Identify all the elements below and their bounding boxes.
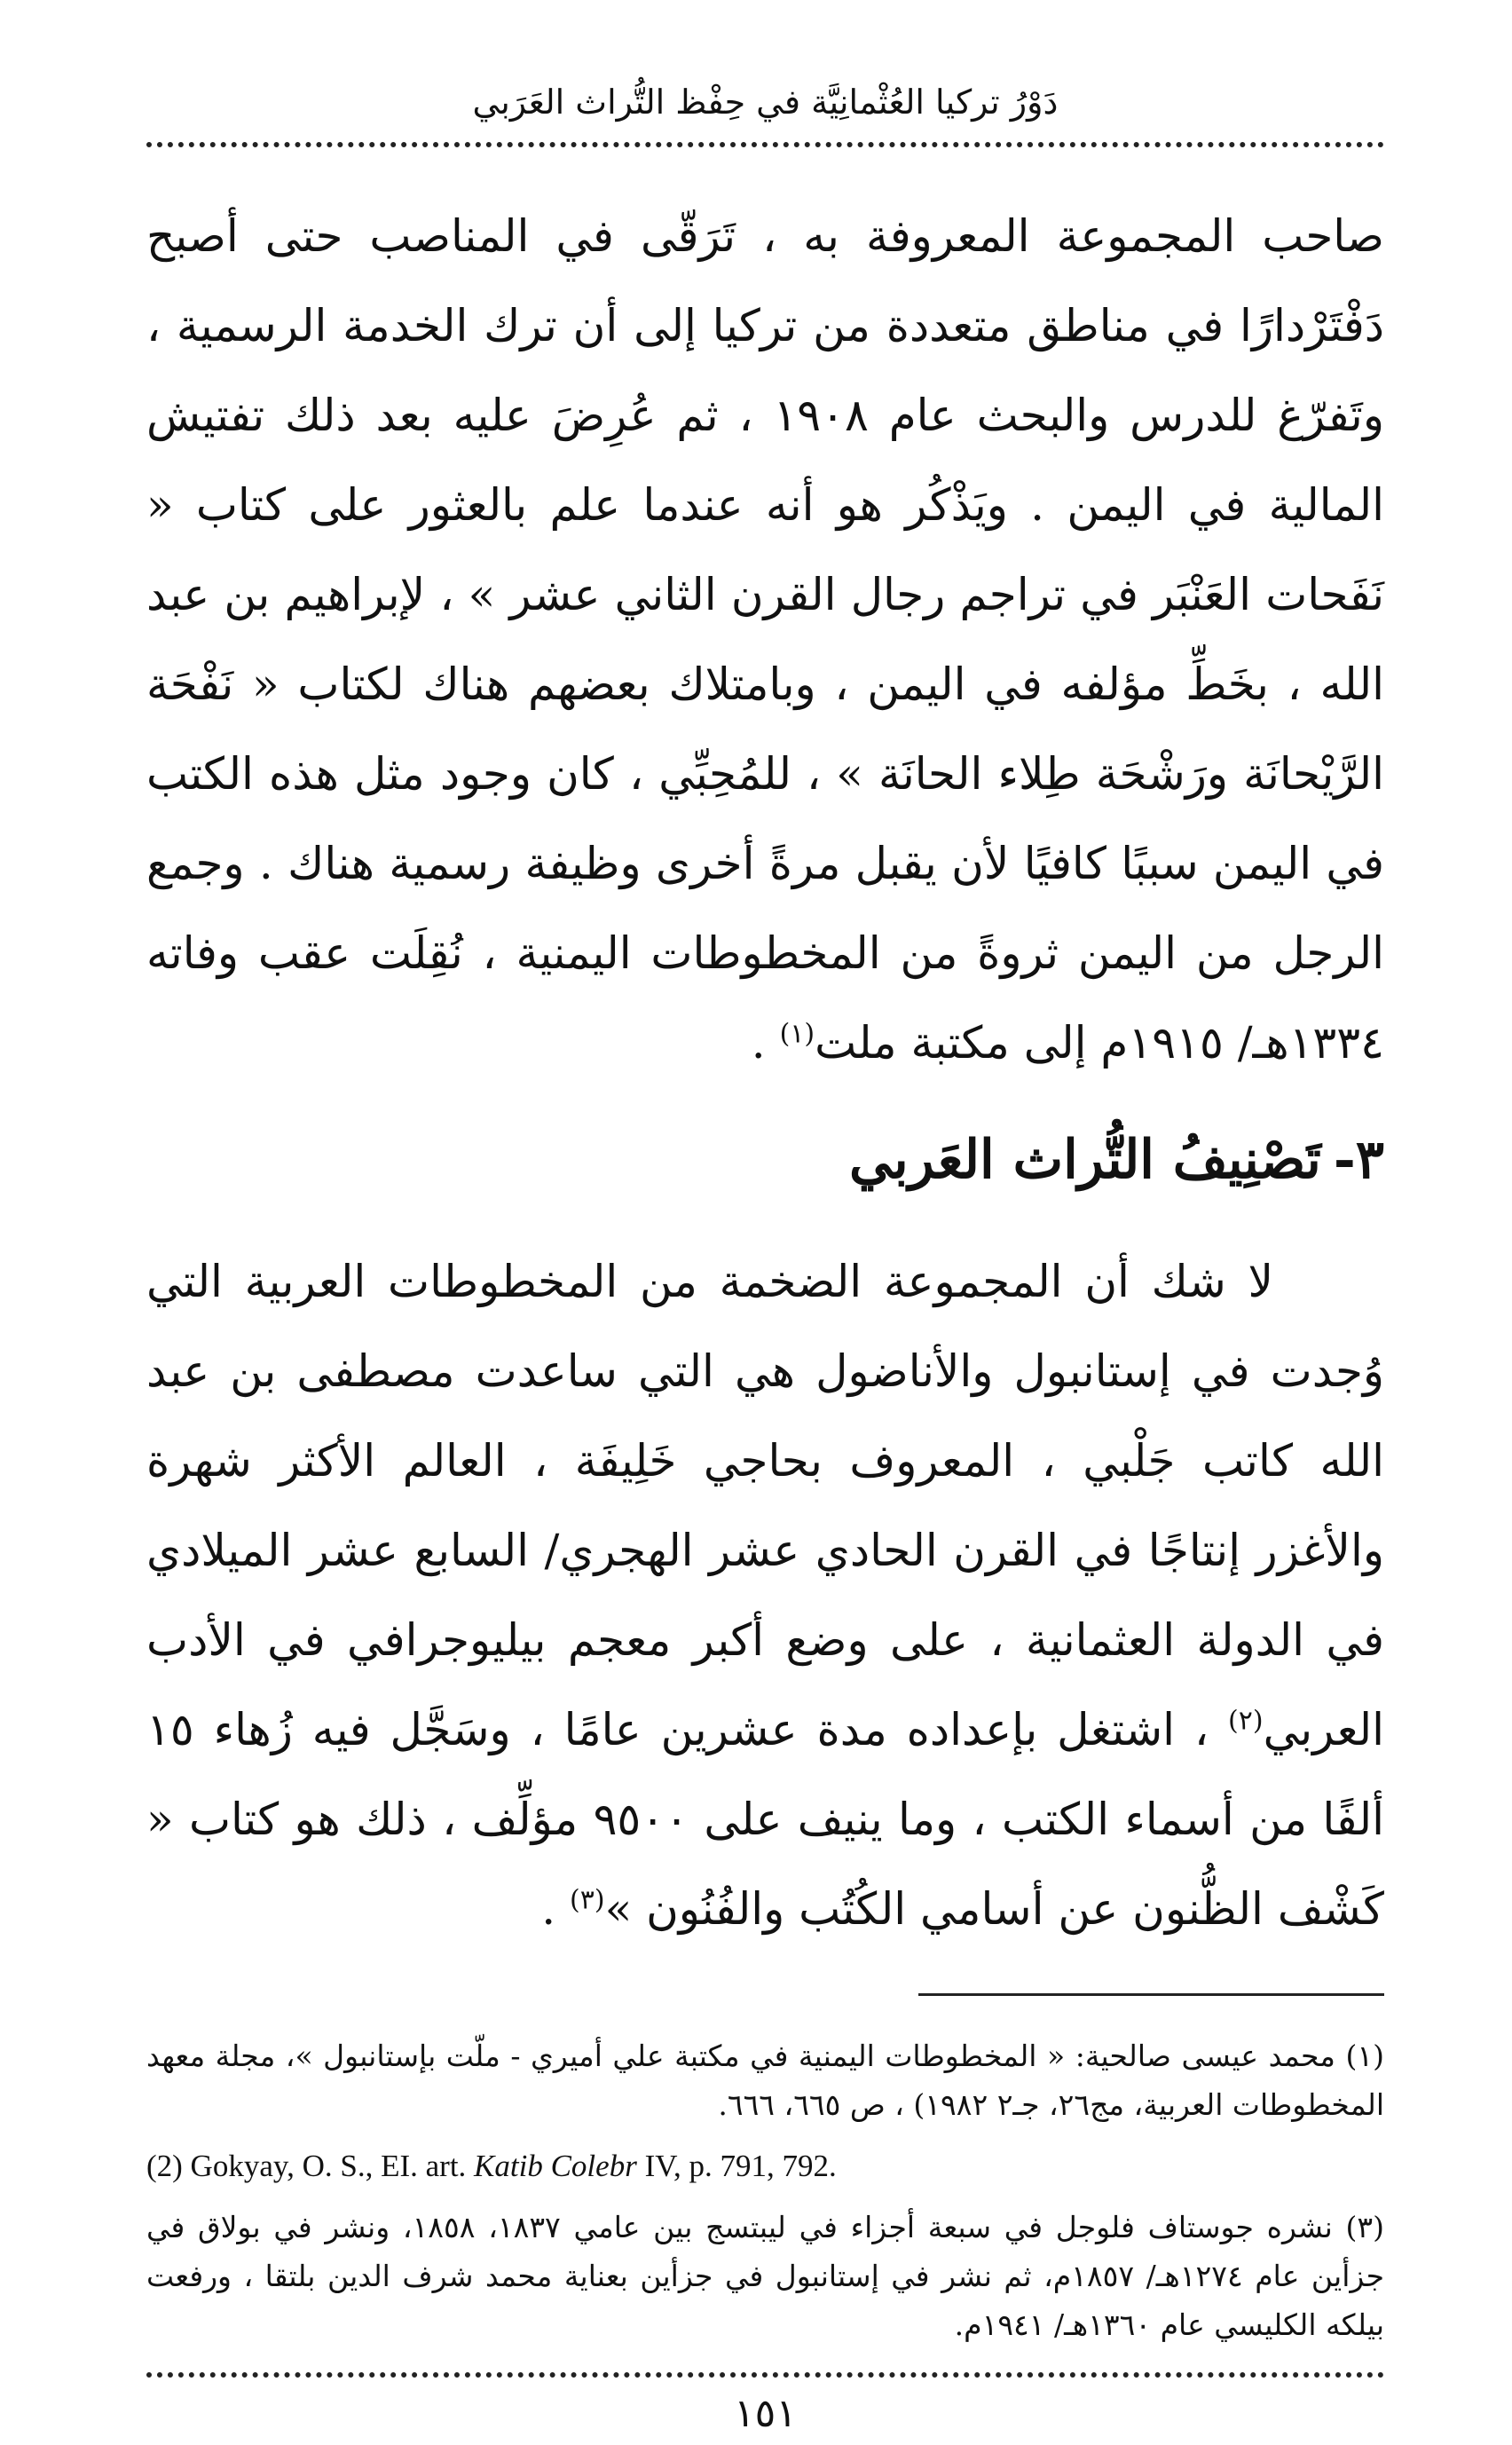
footnote-2-prefix: (2) Gokyay, O. S., EI. art. bbox=[146, 2149, 475, 2183]
paragraph-2 bbox=[146, 1237, 1384, 1954]
footnote-1: (١) محمد عيسى صالحية: « المخطوطات اليمنية في مكتبة علي أميري - ملّت بإستانبول »، مجلة معهد المخطوطات العربية، مج٢٦، جـ٢ ١٩٨٢) ، ص ٦٦٥، ٦٦٦. bbox=[146, 2039, 1384, 2122]
running-title: دَوْرُ تركيا العُثْمانِيَّة في حِفْظ التُّراث العَرَبي bbox=[472, 83, 1059, 122]
footer-rule bbox=[146, 2372, 1384, 2378]
paragraph-1 bbox=[146, 192, 1384, 1088]
header-rule bbox=[146, 142, 1384, 147]
footnote-2-suffix: IV, p. 791, 792. bbox=[636, 2149, 837, 2183]
paragraph-1-end: . bbox=[751, 1017, 780, 1069]
paragraph-2-text-b: ، اشتغل بإعداده مدة عشرين عامًا ، وسَجَّل فيه زُهاء ١٥ ألفًا من أسماء الكتب ، وما ينيف على ٩٥٠٠ مؤلِّف ، ذلك هو كتاب « كَشْف الظُّنون عن أسامي الكُتُب والفُنُون » bbox=[146, 1704, 1385, 1935]
book-page bbox=[146, 71, 1385, 2436]
paragraph-2-text-a: لا شك أن المجموعة الضخمة من المخطوطات العربية التي وُجدت في إستانبول والأناضول هي التي ساعدت مصطفى بن عبد الله كاتب جَلْبي ، المعروف بحاجي خَلِيفَة ، العالم الأكثر شهرة والأغزر إنتاجًا في القرن الحادي عشر الهجري/ السابع عشر الميلادي في الدولة العثمانية ، على وضع أكبر معجم بيليوجرافي في الأدب العربي bbox=[146, 1256, 1384, 1755]
section-title: تَصْنِيفُ التُّراث العَربي bbox=[849, 1129, 1321, 1191]
footnotes bbox=[146, 2031, 1384, 2349]
section-heading bbox=[146, 1111, 1384, 1209]
section-number: ٣- bbox=[1333, 1129, 1384, 1191]
footnote-separator bbox=[918, 1993, 1384, 1996]
paragraph-2-end: . bbox=[541, 1883, 571, 1935]
paragraph-1-text: صاحب المجموعة المعروفة به ، تَرَقّى في المناصب حتى أصبح دَفْتَرْدارًا في مناطق متعددة من تركيا إلى أن ترك الخدمة الرسمية ، وتَفرّغ للدرس والبحث عام ١٩٠٨ ، ثم عُرِضَ عليه بعد ذلك تفتيش المالية في اليمن . ويَذْكُر هو أنه عندما علم بالعثور على كتاب « نَفَحات العَنْبَر في تراجم رجال القرن الثاني عشر » ، لإبراهيم بن عبد الله ، بخَطِّ مؤلفه في اليمن ، وبامتلاك بعضهم هناك لكتاب « نَفْحَة الرَّيْحانَة ورَشْحَة طِلاء الحانَة » ، للمُحِبِّي ، كان وجود مثل هذه الكتب في اليمن سببًا كافيًا لأن يقبل مرةً أخرى وظيفة رسمية هناك . وجمع الرجل من اليمن ثروةً من المخطوطات اليمنية ، نُقِلَت عقب وفاته ١٣٣٤هـ/ ١٩١٥م إلى مكتبة ملت bbox=[146, 210, 1384, 1069]
footnote-ref-1: (١) bbox=[779, 1018, 815, 1050]
footnote-3: (٣) نشره جوستاف فلوجل في سبعة أجزاء في ليبتسج بين عامي ١٨٣٧، ١٨٥٨، ونشر في بولاق في جزأين عام ١٢٧٤هـ/ ١٨٥٧م، ثم نشر في إستانبول في جزأين بعناية محمد شرف الدين بلتقا ، ورفعت بيلكه الكليسي عام ١٣٦٠هـ/ ١٩٤١م. bbox=[146, 2210, 1384, 2342]
footnote-2-italic: Katib Colebr bbox=[474, 2149, 637, 2183]
footnote-ref-3: (٣) bbox=[570, 1884, 605, 1916]
page-number: ١٥١ bbox=[734, 2391, 797, 2436]
footnote-2 bbox=[146, 2141, 1384, 2190]
footnote-ref-2: (٢) bbox=[1228, 1705, 1264, 1737]
main-text bbox=[146, 192, 1384, 1954]
